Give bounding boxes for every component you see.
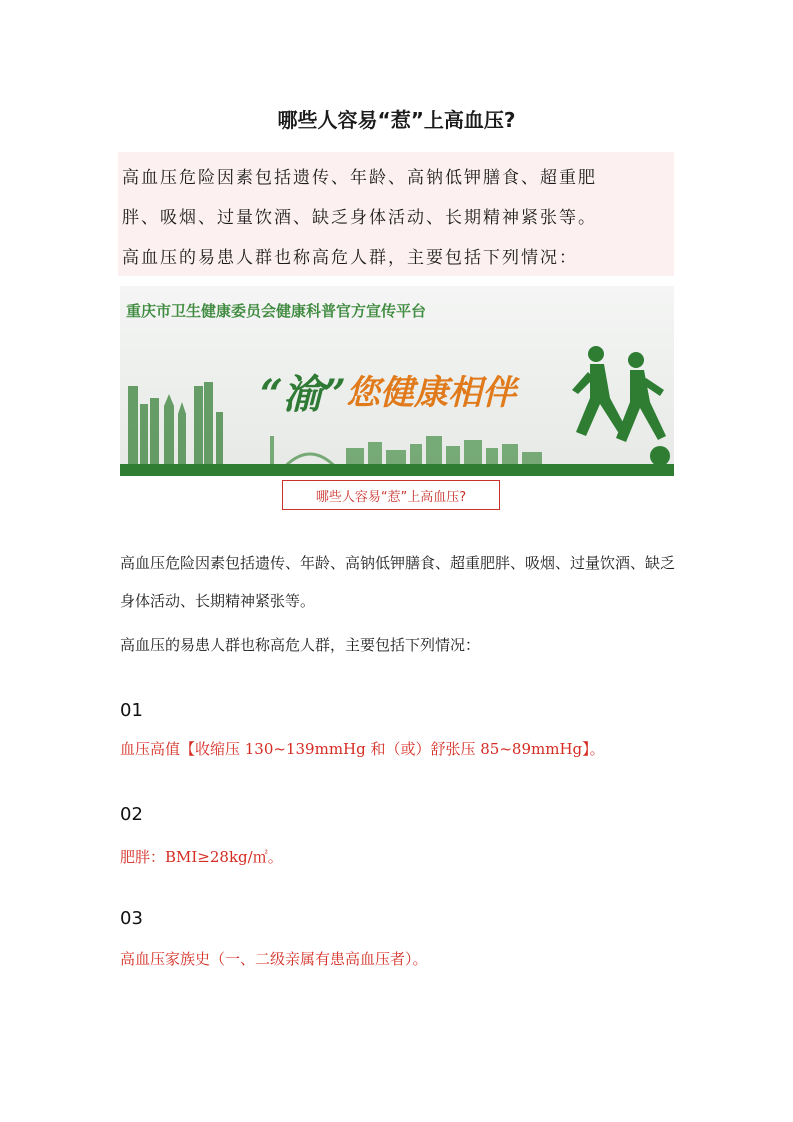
item-number-1: 01 [120, 700, 143, 721]
body-paragraph-2: 高血压的易患人群也称高危人群，主要包括下列情况： [120, 636, 481, 654]
banner-header: 重庆市卫生健康委员会健康科普官方宣传平台 [126, 302, 427, 320]
banner-image [120, 286, 674, 476]
item-number-2: 02 [120, 804, 143, 825]
body-paragraph-1: 高血压危险因素包括遗传、年龄、高钠低钾膳食、超重肥胖、吸烟、过量饮酒、缺乏身体活动、长期精神紧张等。 [120, 554, 676, 610]
banner-slogan-text: 您健康相伴 [346, 373, 516, 413]
image-caption: 哪些人容易“惹”上高血压? [282, 480, 500, 510]
item-number-3: 03 [120, 908, 143, 929]
page-title: 哪些人容易“惹”上高血压? [277, 108, 516, 132]
item-text-2: 肥胖：BMI≥28kg/㎡。 [120, 848, 283, 866]
item-text-3: 高血压家族史（一、二级亲属有患高血压者）。 [120, 950, 428, 968]
intro-highlight-box [118, 152, 674, 276]
banner-slogan-yu: “渝” [260, 371, 347, 418]
intro-line-2: 胖、吸烟、过量饮酒、缺乏身体活动、长期精神紧张等。 [122, 208, 597, 228]
intro-line-3: 高血压的易患人群也称高危人群，主要包括下列情况： [122, 248, 578, 268]
banner-graphic [120, 286, 674, 476]
intro-line-1: 高血压危险因素包括遗传、年龄、高钠低钾膳食、超重肥 [122, 168, 597, 188]
grass-strip [120, 464, 674, 476]
item-text-1: 血压高值【收缩压 130~139mmHg 和（或）舒张压 85~89mmHg】。 [120, 740, 605, 758]
